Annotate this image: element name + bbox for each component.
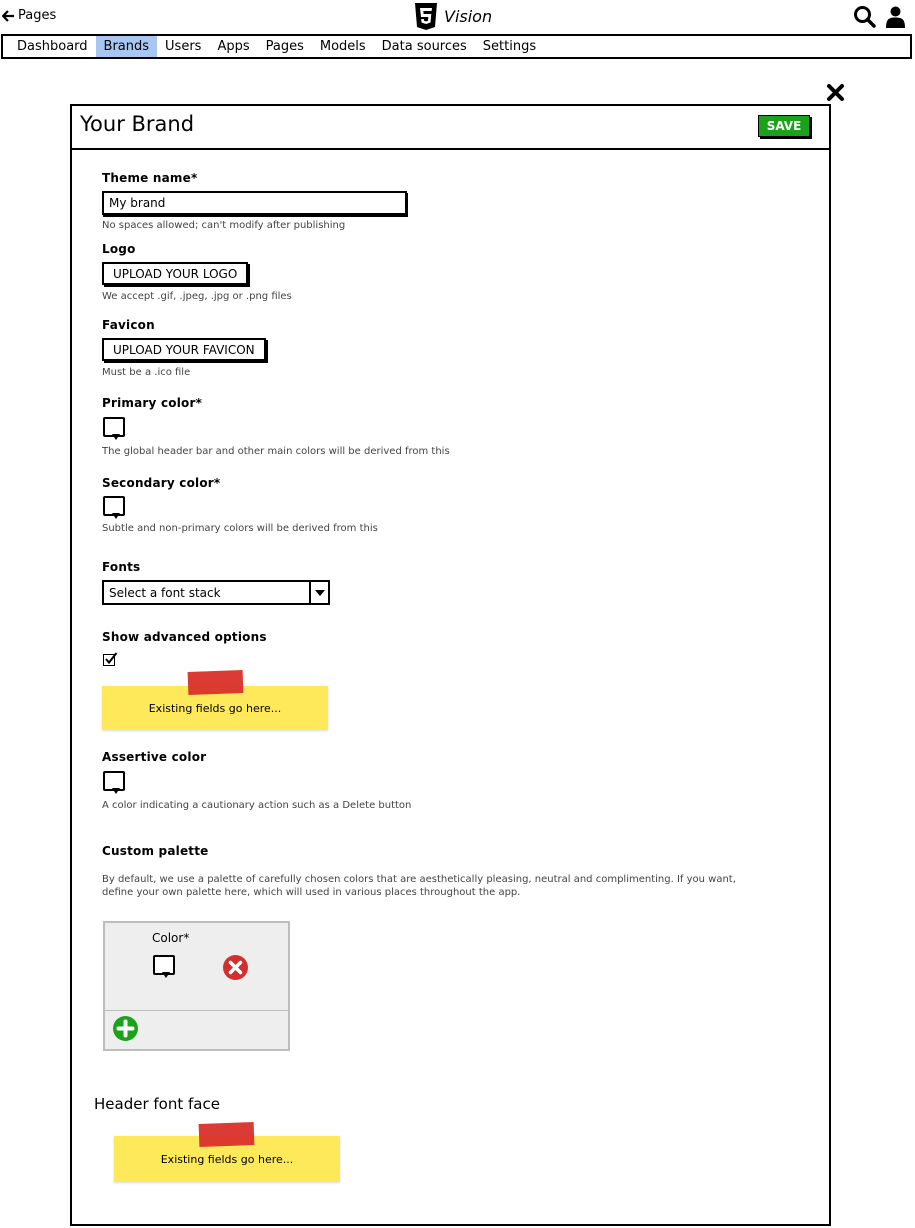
nav-item-data-sources[interactable]: Data sources [381, 39, 467, 54]
add-circle-icon[interactable] [112, 1015, 139, 1042]
nav-item-dashboard[interactable]: Dashboard [17, 39, 88, 54]
theme-name-label: Theme name* [102, 171, 198, 185]
secondary-color-label: Secondary color* [102, 476, 221, 490]
custom-palette-desc-line1: By default, we use a palette of carefully chosen colors that are aesthetically pleasing, neutral and complimenting. If you want, [102, 874, 736, 885]
logo-help: We accept .gif, .jpeg, .jpg or .png files [102, 291, 292, 302]
font-stack-value: Select a font stack [109, 585, 221, 600]
primary-color-label: Primary color* [102, 396, 203, 410]
palette-divider [105, 1010, 288, 1011]
close-icon[interactable] [826, 83, 845, 102]
back-link[interactable] [2, 8, 56, 23]
nav-item-pages[interactable]: Pages [265, 39, 304, 54]
theme-name-help: No spaces allowed; can't modify after publishing [102, 220, 346, 231]
logo-label: Logo [102, 242, 136, 256]
nav-item-models[interactable]: Models [319, 39, 366, 54]
header-font-label: Header font face [94, 1095, 220, 1113]
palette-color-label: Color* [152, 931, 190, 945]
assertive-color-label: Assertive color [102, 750, 207, 764]
favicon-label: Favicon [102, 318, 155, 332]
arrow-left-icon [2, 10, 15, 22]
search-icon[interactable] [853, 5, 876, 28]
back-label: Pages [18, 8, 57, 23]
top-actions [853, 5, 905, 28]
main-nav [1, 34, 912, 59]
note-tape [188, 670, 244, 695]
assertive-color-help: A color indicating a cautionary action such as a Delete button [102, 800, 412, 811]
header-note-tape [199, 1122, 255, 1147]
custom-palette-desc-line2: define your own palette here, which will used in various places throughout the app. [102, 887, 521, 898]
nav-item-settings[interactable]: Settings [482, 39, 537, 54]
html5-icon [414, 3, 438, 30]
upload-logo-button[interactable]: UPLOAD YOUR LOGO [102, 262, 248, 285]
palette-color-swatch[interactable] [153, 955, 175, 975]
advanced-fields-note: Existing fields go here... [102, 686, 328, 730]
custom-palette-label: Custom palette [102, 844, 209, 858]
app-logo [414, 3, 492, 30]
nav-item-apps[interactable]: Apps [217, 39, 250, 54]
assertive-color-swatch[interactable] [103, 771, 125, 791]
font-stack-select[interactable] [102, 580, 330, 605]
theme-name-input[interactable]: My brand [102, 191, 407, 215]
nav-item-users[interactable]: Users [165, 39, 202, 54]
remove-circle-icon[interactable] [222, 954, 249, 981]
advanced-options-label: Show advanced options [102, 630, 267, 644]
app-name: Vision [444, 7, 493, 26]
save-button[interactable]: SAVE [758, 115, 810, 137]
secondary-color-swatch[interactable] [103, 496, 125, 516]
nav-item-brands[interactable]: Brands [96, 36, 158, 57]
custom-palette-description [102, 873, 752, 899]
primary-color-swatch[interactable] [103, 417, 125, 437]
primary-color-help: The global header bar and other main colors will be derived from this [102, 446, 450, 457]
secondary-color-help: Subtle and non-primary colors will be derived from this [102, 523, 378, 534]
panel-title: Your Brand [80, 112, 195, 136]
chevron-down-icon[interactable] [309, 582, 328, 603]
user-icon[interactable] [886, 6, 905, 28]
upload-favicon-button[interactable]: UPLOAD YOUR FAVICON [102, 338, 266, 361]
advanced-options-checkbox[interactable] [103, 654, 115, 666]
fonts-label: Fonts [102, 560, 141, 574]
checkmark-icon [104, 652, 118, 666]
title-divider [72, 148, 829, 150]
header-font-fields-note: Existing fields go here... [114, 1136, 340, 1182]
favicon-help: Must be a .ico file [102, 367, 191, 378]
